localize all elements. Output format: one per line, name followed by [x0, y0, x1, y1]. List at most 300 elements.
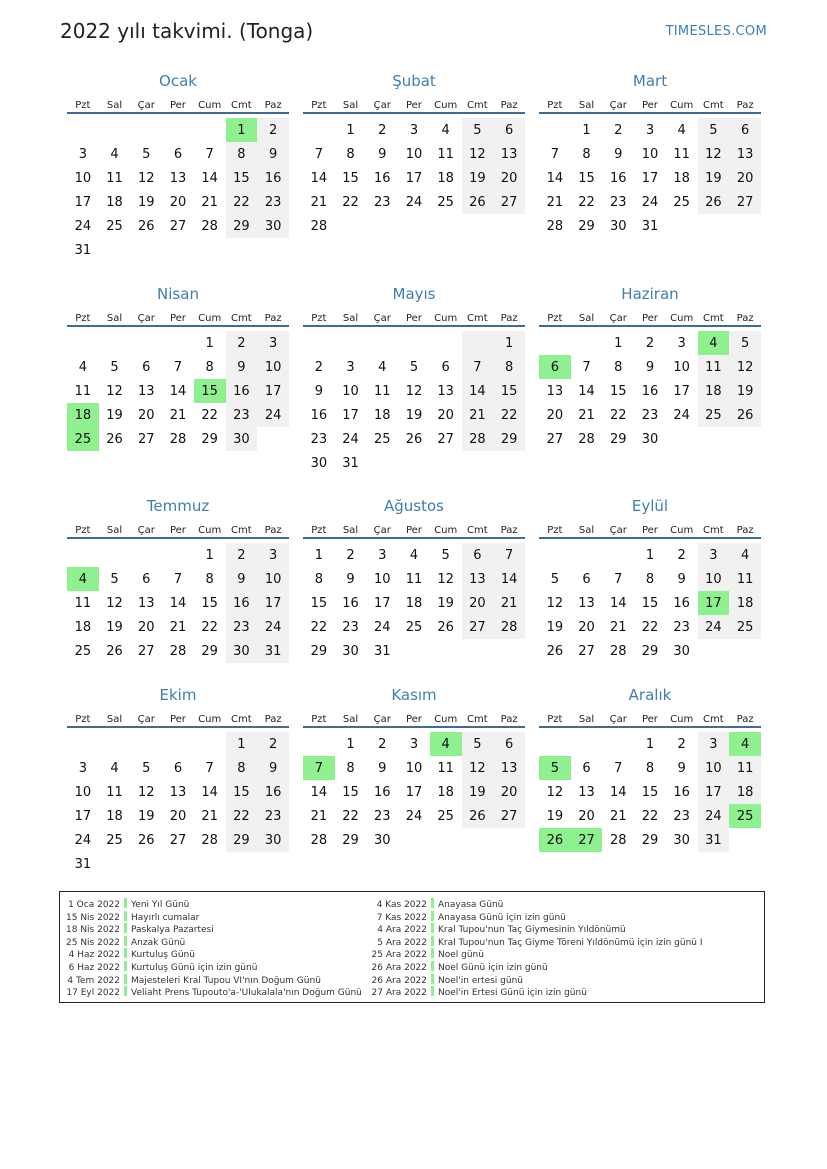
- day-cell: 9: [378, 760, 387, 776]
- weekday-header: Pzt: [67, 311, 99, 326]
- day-cell: 17: [698, 591, 730, 615]
- day-cell: 13: [729, 142, 761, 166]
- day-cell: 16: [257, 780, 289, 804]
- empty-cell: [666, 427, 698, 451]
- day-cell: 23: [373, 808, 391, 824]
- legend-holiday-name: Noel'in ertesi günü: [438, 975, 523, 986]
- week-row: [539, 543, 761, 567]
- holiday-legend: [59, 891, 765, 1003]
- legend-entry: [369, 936, 703, 949]
- month-grid: [67, 523, 289, 663]
- day-cell: 12: [106, 595, 123, 611]
- legend-date: 15 Nis 2022: [66, 912, 120, 923]
- legend-holiday-name: Kurtuluş Günü: [131, 950, 195, 961]
- day-cell: 15: [194, 379, 226, 403]
- week-row: [67, 355, 289, 379]
- week-row: [67, 639, 289, 663]
- week-row: [539, 828, 761, 852]
- legend-date: 25 Ara 2022: [371, 950, 427, 961]
- weekday-header: Sal: [335, 311, 367, 326]
- day-cell: 18: [373, 407, 391, 423]
- weekday-header: Cum: [194, 523, 226, 538]
- month-grid: [303, 523, 525, 663]
- day-cell: 11: [106, 170, 123, 186]
- day-cell: 17: [74, 808, 92, 824]
- empty-cell: [462, 639, 494, 663]
- week-row: [539, 732, 761, 756]
- day-cell: 19: [546, 808, 564, 824]
- day-cell: 8: [614, 359, 623, 375]
- week-row: [539, 403, 761, 427]
- day-cell: 6: [539, 355, 571, 379]
- day-cell: 19: [698, 166, 730, 190]
- day-cell: 14: [609, 595, 627, 611]
- day-cell: 4: [430, 732, 462, 756]
- day-cell: 13: [169, 784, 187, 800]
- holiday-marker: [431, 948, 434, 958]
- day-cell: 6: [493, 732, 525, 756]
- day-cell: 24: [698, 804, 730, 828]
- day-cell: 17: [257, 591, 289, 615]
- empty-cell: [462, 828, 494, 852]
- day-cell: 2: [378, 122, 387, 138]
- day-cell: 3: [677, 335, 686, 351]
- day-cell: 17: [74, 194, 92, 210]
- day-cell: 14: [201, 170, 218, 186]
- day-cell: 3: [409, 736, 419, 752]
- day-cell: 8: [346, 760, 355, 776]
- day-cell: 22: [226, 190, 258, 214]
- day-cell: 29: [578, 218, 595, 234]
- weekday-header: Cum: [666, 523, 698, 538]
- day-cell: 26: [698, 190, 730, 214]
- weekday-header: Çar: [366, 523, 398, 538]
- empty-cell: [430, 331, 462, 355]
- day-cell: 5: [142, 760, 151, 776]
- day-cell: 28: [462, 427, 494, 451]
- day-cell: 28: [201, 218, 218, 234]
- legend-entry: [369, 974, 703, 987]
- day-cell: 7: [614, 760, 623, 776]
- day-cell: 17: [405, 784, 423, 800]
- empty-cell: [698, 427, 730, 451]
- weekday-header: Sal: [571, 98, 603, 113]
- weekday-header: Per: [162, 311, 194, 326]
- day-cell: 10: [74, 170, 92, 186]
- day-cell: 13: [493, 756, 525, 780]
- day-cell: 28: [546, 218, 564, 234]
- day-cell: 22: [493, 403, 525, 427]
- day-cell: 26: [137, 832, 155, 848]
- weekday-header: Paz: [257, 311, 289, 326]
- weekday-header: Per: [162, 523, 194, 538]
- day-cell: 31: [373, 643, 391, 659]
- weekday-header: Per: [398, 311, 430, 326]
- day-cell: 14: [462, 379, 494, 403]
- day-cell: 4: [729, 543, 761, 567]
- day-cell: 24: [405, 194, 423, 210]
- legend-entry: [369, 986, 703, 999]
- empty-cell: [398, 639, 430, 663]
- day-cell: 10: [373, 571, 391, 587]
- day-cell: 13: [437, 383, 454, 399]
- empty-cell: [194, 852, 226, 876]
- day-cell: 5: [110, 359, 119, 375]
- week-row: [303, 451, 525, 475]
- day-cell: 8: [314, 571, 323, 587]
- weekday-header: Çar: [602, 98, 634, 113]
- day-cell: 22: [641, 619, 659, 635]
- weekday-header: Çar: [602, 523, 634, 538]
- day-cell: 2: [677, 547, 686, 563]
- day-cell: 23: [257, 190, 289, 214]
- weekday-header: Paz: [493, 311, 525, 326]
- day-cell: 23: [226, 615, 258, 639]
- day-cell: 2: [226, 543, 258, 567]
- day-cell: 25: [673, 194, 690, 210]
- day-cell: 31: [698, 828, 730, 852]
- day-cell: 4: [110, 760, 119, 776]
- day-cell: 14: [493, 567, 525, 591]
- weekday-header: Cmt: [462, 311, 494, 326]
- legend-holiday-name: Noel'in Ertesi Günü için izin günü: [438, 988, 587, 999]
- legend-holiday-name: Veliaht Prens Tupouto'a-'Ulukalala'nın Doğum Günü: [131, 988, 362, 999]
- day-cell: 26: [137, 218, 155, 234]
- weekday-header: Paz: [257, 712, 289, 727]
- day-cell: 6: [142, 571, 151, 587]
- day-cell: 22: [342, 808, 359, 824]
- day-cell: 11: [405, 571, 423, 587]
- day-cell: 17: [342, 407, 359, 423]
- legend-holiday-name: Anayasa Günü: [438, 900, 504, 910]
- day-cell: 2: [257, 732, 289, 756]
- day-cell: 4: [677, 122, 686, 138]
- month-grid: [539, 712, 761, 852]
- day-cell: 9: [645, 359, 655, 375]
- day-cell: 6: [441, 359, 450, 375]
- day-cell: 22: [578, 194, 595, 210]
- weekday-header: Çar: [130, 98, 162, 113]
- weekday-header: Paz: [729, 311, 761, 326]
- holiday-marker: [124, 948, 127, 958]
- day-cell: 30: [673, 832, 690, 848]
- day-cell: 26: [546, 643, 564, 659]
- legend-date: 4 Kas 2022: [376, 900, 427, 910]
- day-cell: 28: [310, 832, 328, 848]
- day-cell: 23: [342, 619, 359, 635]
- legend-column-right: [369, 898, 703, 999]
- week-row: [67, 331, 289, 355]
- legend-holiday-name: Majesteleri Kral Tupou VI'nın Doğum Günü: [131, 975, 321, 986]
- empty-cell: [430, 214, 462, 238]
- empty-cell: [303, 118, 335, 142]
- day-cell: 24: [257, 615, 289, 639]
- day-cell: 19: [437, 595, 454, 611]
- week-row: [303, 639, 525, 663]
- day-cell: 18: [437, 170, 454, 186]
- weekday-header: Cmt: [226, 311, 258, 326]
- month-name: Şubat: [392, 72, 436, 90]
- day-cell: 21: [578, 407, 595, 423]
- week-row: [303, 355, 525, 379]
- weekday-header: Sal: [99, 523, 131, 538]
- day-cell: 12: [137, 170, 155, 186]
- day-cell: 12: [729, 355, 761, 379]
- day-cell: 24: [641, 194, 659, 210]
- day-cell: 30: [641, 431, 659, 447]
- day-cell: 24: [342, 431, 359, 447]
- weekday-header: Sal: [335, 712, 367, 727]
- day-cell: 2: [257, 118, 289, 142]
- weekday-header: Sal: [571, 523, 603, 538]
- weekday-header: Cum: [666, 712, 698, 727]
- empty-cell: [257, 852, 289, 876]
- holiday-marker: [431, 923, 434, 933]
- legend-date: 4 Haz 2022: [68, 950, 120, 961]
- day-cell: 18: [437, 784, 454, 800]
- day-cell: 5: [550, 571, 559, 587]
- day-cell: 24: [673, 407, 690, 423]
- brand-logo-link[interactable]: TIMESLES.COM: [665, 24, 767, 39]
- legend-holiday-name: Kurtuluş Günü için izin günü: [131, 962, 258, 973]
- day-cell: 25: [437, 808, 454, 824]
- week-row: [539, 142, 761, 166]
- day-cell: 25: [437, 194, 454, 210]
- weekday-header: Sal: [571, 311, 603, 326]
- week-row: [303, 214, 525, 238]
- day-cell: 22: [641, 808, 659, 824]
- weekday-header: Sal: [571, 712, 603, 727]
- day-cell: 26: [462, 804, 494, 828]
- day-cell: 24: [373, 619, 391, 635]
- weekday-header: Per: [162, 98, 194, 113]
- month-name: Nisan: [157, 285, 199, 303]
- weekday-header: Paz: [493, 523, 525, 538]
- day-cell: 27: [137, 431, 155, 447]
- day-cell: 6: [493, 118, 525, 142]
- legend-holiday-name: Yeni Yıl Günü: [131, 900, 190, 910]
- weekday-header: Cmt: [226, 712, 258, 727]
- weekday-header: Pzt: [303, 523, 335, 538]
- empty-cell: [539, 118, 571, 142]
- day-cell: 12: [546, 784, 564, 800]
- day-cell: 8: [205, 359, 214, 375]
- day-cell: 1: [226, 732, 258, 756]
- weekday-header: Pzt: [67, 712, 99, 727]
- legend-date: 4 Ara 2022: [377, 925, 427, 936]
- day-cell: 8: [226, 142, 258, 166]
- day-cell: 25: [729, 615, 761, 639]
- month-grid: [303, 98, 525, 238]
- day-cell: 20: [137, 619, 155, 635]
- weekday-header: Çar: [130, 712, 162, 727]
- weekday-header: Cum: [430, 98, 462, 113]
- month-5: [303, 285, 525, 475]
- day-cell: 29: [310, 643, 328, 659]
- day-cell: 31: [257, 639, 289, 663]
- month-name: Ağustos: [384, 497, 444, 515]
- day-cell: 29: [201, 643, 218, 659]
- month-name: Mayıs: [392, 285, 436, 303]
- week-row: [67, 615, 289, 639]
- week-row: [303, 118, 525, 142]
- month-name: Temmuz: [146, 497, 210, 515]
- day-cell: 15: [578, 170, 595, 186]
- day-cell: 3: [645, 122, 655, 138]
- holiday-marker: [431, 936, 434, 946]
- weekday-header: Sal: [99, 712, 131, 727]
- weekday-header: Paz: [493, 98, 525, 113]
- day-cell: 5: [441, 547, 450, 563]
- day-cell: 3: [698, 732, 730, 756]
- empty-cell: [571, 331, 603, 355]
- day-cell: 7: [582, 359, 591, 375]
- empty-cell: [130, 732, 162, 756]
- holiday-marker: [431, 898, 434, 908]
- month-grid: [67, 98, 289, 262]
- day-cell: 12: [462, 142, 494, 166]
- day-cell: 17: [257, 379, 289, 403]
- day-cell: 1: [582, 122, 591, 138]
- day-cell: 13: [137, 595, 155, 611]
- day-cell: 20: [137, 407, 155, 423]
- empty-cell: [430, 639, 462, 663]
- weekday-header: Cum: [666, 311, 698, 326]
- day-cell: 4: [78, 359, 87, 375]
- empty-cell: [398, 451, 430, 475]
- day-cell: 21: [546, 194, 564, 210]
- week-row: [67, 591, 289, 615]
- day-cell: 6: [582, 760, 591, 776]
- day-cell: 30: [226, 639, 258, 663]
- empty-cell: [194, 118, 226, 142]
- day-cell: 30: [226, 427, 258, 451]
- month-11: [303, 686, 525, 852]
- day-cell: 18: [729, 591, 761, 615]
- empty-cell: [366, 331, 398, 355]
- weekday-header: Pzt: [303, 98, 335, 113]
- day-cell: 3: [257, 543, 289, 567]
- legend-entry: [62, 974, 362, 987]
- week-row: [303, 567, 525, 591]
- day-cell: 14: [609, 784, 627, 800]
- legend-date: 4 Tem 2022: [67, 975, 120, 986]
- day-cell: 25: [373, 431, 391, 447]
- week-row: [303, 331, 525, 355]
- week-row: [303, 804, 525, 828]
- day-cell: 13: [493, 142, 525, 166]
- page-title: 2022 yılı takvimi. (Tonga): [60, 19, 314, 43]
- month-grid: [539, 523, 761, 663]
- day-cell: 20: [169, 194, 187, 210]
- legend-date: 26 Ara 2022: [371, 975, 427, 986]
- day-cell: 11: [673, 146, 690, 162]
- day-cell: 16: [310, 407, 328, 423]
- weekday-header: Cmt: [462, 712, 494, 727]
- day-cell: 10: [405, 760, 423, 776]
- day-cell: 1: [314, 547, 323, 563]
- day-cell: 18: [729, 780, 761, 804]
- day-cell: 19: [106, 619, 123, 635]
- day-cell: 23: [373, 194, 391, 210]
- day-cell: 11: [437, 760, 454, 776]
- legend-entry: [369, 898, 703, 911]
- day-cell: 16: [226, 591, 258, 615]
- day-cell: 8: [205, 571, 214, 587]
- day-cell: 15: [609, 383, 627, 399]
- week-row: [539, 166, 761, 190]
- legend-holiday-name: Anayasa Günü için izin günü: [438, 912, 566, 923]
- day-cell: 10: [641, 146, 659, 162]
- day-cell: 7: [173, 359, 183, 375]
- day-cell: 21: [609, 619, 627, 635]
- empty-cell: [67, 543, 99, 567]
- day-cell: 29: [609, 431, 627, 447]
- day-cell: 12: [405, 383, 423, 399]
- holiday-marker: [124, 923, 127, 933]
- day-cell: 25: [405, 619, 423, 635]
- day-cell: 7: [493, 543, 525, 567]
- legend-entry: [62, 898, 362, 911]
- month-name: Kasım: [391, 686, 437, 704]
- empty-cell: [493, 451, 525, 475]
- day-cell: 5: [462, 732, 494, 756]
- month-name: Haziran: [621, 285, 679, 303]
- day-cell: 1: [346, 122, 355, 138]
- weekday-header: Cmt: [698, 523, 730, 538]
- day-cell: 9: [677, 760, 686, 776]
- month-name: Mart: [632, 72, 668, 90]
- day-cell: 21: [462, 403, 494, 427]
- empty-cell: [729, 427, 761, 451]
- weekday-header: Pzt: [303, 311, 335, 326]
- day-cell: 20: [578, 808, 595, 824]
- day-cell: 6: [173, 760, 183, 776]
- weekday-header: Per: [634, 523, 666, 538]
- day-cell: 21: [310, 194, 328, 210]
- day-cell: 24: [698, 615, 730, 639]
- day-cell: 15: [493, 379, 525, 403]
- weekday-header: Cum: [194, 311, 226, 326]
- weekday-header: Per: [634, 712, 666, 727]
- legend-holiday-name: Hayırlı cumalar: [131, 912, 200, 923]
- day-cell: 16: [373, 170, 391, 186]
- day-cell: 8: [645, 571, 655, 587]
- empty-cell: [67, 118, 99, 142]
- day-cell: 26: [729, 403, 761, 427]
- month-10: [67, 686, 289, 876]
- weekday-header: Pzt: [539, 98, 571, 113]
- day-cell: 1: [205, 335, 214, 351]
- empty-cell: [99, 118, 131, 142]
- empty-cell: [698, 214, 730, 238]
- day-cell: 28: [201, 832, 218, 848]
- day-cell: 6: [173, 146, 183, 162]
- day-cell: 11: [74, 595, 92, 611]
- day-cell: 18: [673, 170, 690, 186]
- day-cell: 25: [74, 643, 92, 659]
- day-cell: 19: [462, 780, 494, 804]
- day-cell: 9: [226, 567, 258, 591]
- legend-entry: [369, 923, 703, 936]
- empty-cell: [335, 214, 367, 238]
- day-cell: 7: [205, 146, 214, 162]
- empty-cell: [226, 238, 258, 262]
- month-grid: [539, 311, 761, 451]
- day-cell: 31: [342, 455, 359, 471]
- day-cell: 2: [614, 122, 623, 138]
- week-row: [67, 214, 289, 238]
